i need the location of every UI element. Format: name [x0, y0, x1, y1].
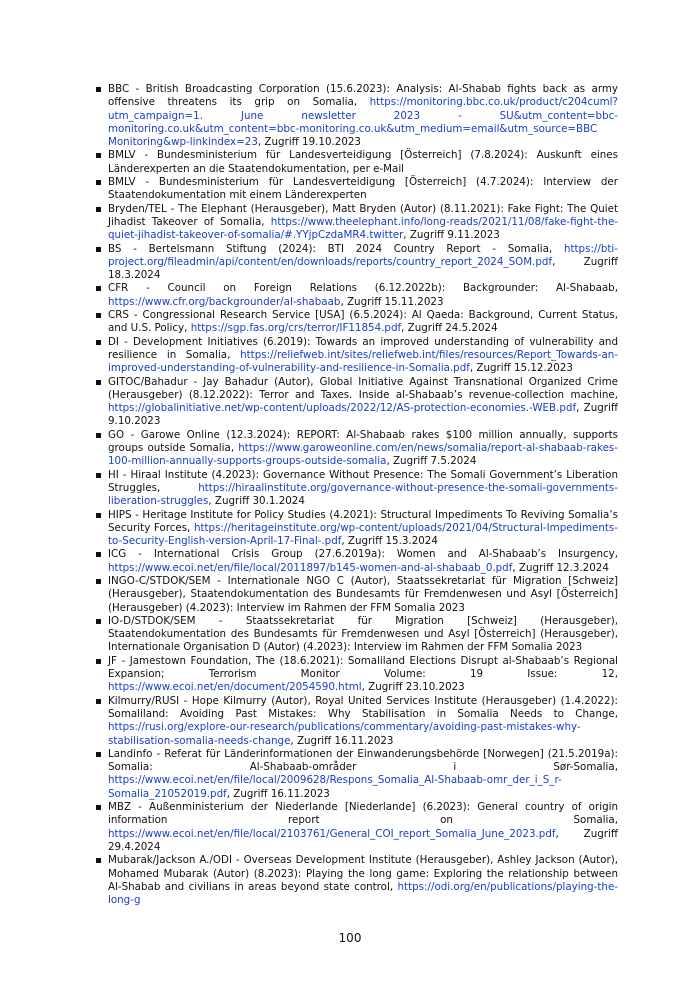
- reference-text: CRS - Congressional Research Service [USA] (6.5.2024): Al Qaeda: Background, Current Status, and U.S. Policy,: [108, 309, 618, 335]
- reference-link[interactable]: https://rusi.org/explore-our-research/publications/commentary/avoiding-past-mistakes-why-stabilisation-somalia-needs-change: [108, 721, 581, 747]
- reference-text: DI - Development Initiatives (6.2019): Towards an improved understanding of vulnerability and resilience in Somalia,: [108, 335, 618, 361]
- reference-item: [96, 509, 618, 549]
- reference-text: BBC - British Broadcasting Corporation (15.6.2023): Analysis: Al-Shabab fights back as army offensive threatens its grip on Somalia,: [108, 83, 618, 109]
- reference-text: CFR - Council on Foreign Relations (6.12.2022b): Backgrounder: Al-Shabaab,: [108, 282, 618, 295]
- reference-text: BMLV - Bundesministerium für Landesverteidigung [Österreich] (7.8.2024): Auskunft eines Länderexperten an die Staatendokumentation, per e-Mail: [108, 149, 618, 175]
- reference-access-date: , Zugriff 18.3.2024: [108, 255, 618, 282]
- square-bullet-icon: [96, 858, 101, 863]
- page-number: 100: [338, 931, 362, 945]
- reference-item: [96, 309, 618, 336]
- square-bullet-icon: [96, 699, 101, 704]
- reference-item: [96, 336, 618, 376]
- reference-access-date: , Zugriff 15.12.2023: [469, 362, 573, 375]
- reference-item: [96, 203, 618, 243]
- square-bullet-icon: [96, 752, 101, 757]
- square-bullet-icon: [96, 313, 101, 318]
- square-bullet-icon: [96, 87, 101, 92]
- reference-access-date: , Zugriff 16.11.2023: [226, 787, 330, 800]
- reference-item: [96, 83, 618, 149]
- reference-link[interactable]: https://monitoring.bbc.co.uk/product/c204cuml?utm_campaign=1. June newsletter 2023 - SU&utm_content=bbc-monitoring.co.uk&utm_content=bbc-monitoring.co.uk&utm_medium=email&utm_source=BBC Monitoring&wp-linkindex=23: [108, 96, 618, 149]
- reference-item: [96, 429, 618, 469]
- square-bullet-icon: [96, 579, 101, 584]
- reference-text: Kilmurry/RUSI - Hope Kilmurry (Autor), Royal United Services Institute (Herausgeber) (1.4.2022): Somaliland: Avoiding Past Mistakes: Why Stabilisation in Somalia Needs to Change,: [108, 694, 618, 720]
- square-bullet-icon: [96, 805, 101, 810]
- reference-link[interactable]: https://www.ecoi.net/en/file/local/2009628/Respons_Somalia_Al-Shabaab-omr_der_i_S_r-Somalia_21052019.pdf: [108, 774, 562, 800]
- reference-text: HI - Hiraal Institute (4.2023): Governance Without Presence: The Somali Government’s Liberation Struggles,: [108, 468, 618, 494]
- square-bullet-icon: [96, 513, 101, 518]
- square-bullet-icon: [96, 153, 101, 158]
- square-bullet-icon: [96, 659, 101, 664]
- reference-text: Landinfo - Referat für Länderinformationen der Einwanderungsbehörde [Norwegen] (21.5.2019a): Somalia: Al-Shabaab-områder i Sør-Somalia,: [108, 747, 618, 774]
- reference-access-date: , Zugriff 12.3.2024: [512, 561, 609, 574]
- reference-link[interactable]: https://www.cfr.org/backgrounder/al-shabaab: [108, 295, 341, 308]
- square-bullet-icon: [96, 340, 101, 345]
- square-bullet-icon: [96, 286, 101, 291]
- reference-item: [96, 748, 618, 801]
- reference-access-date: , Zugriff 15.11.2023: [340, 295, 444, 308]
- reference-item: [96, 149, 618, 176]
- reference-access-date: , Zugriff 30.1.2024: [208, 495, 305, 508]
- reference-access-date: , Zugriff 9.11.2023: [403, 229, 500, 242]
- square-bullet-icon: [96, 473, 101, 478]
- reference-item: [96, 854, 618, 907]
- square-bullet-icon: [96, 380, 101, 385]
- reference-link[interactable]: https://globalinitiative.net/wp-content/uploads/2022/12/AS-protection-economies.-WEB.pdf: [108, 402, 577, 415]
- reference-text: INGO-C/STDOK/SEM - Internationale NGO C (Autor), Staatssekretariat für Migration [Schweiz] (Herausgeber), Staatendokumentation des Bundesamts für Fremdenwesen und Asyl [Österreich] (Herausgeber) (4.2023): Interview im Rahmen der FFM Somalia 2023: [108, 574, 618, 614]
- reference-text: Mubarak/Jackson A./ODI - Overseas Development Institute (Herausgeber), Ashley Jackson (Autor), Mohamed Mubarak (Autor) (8.2023): Playing the long game: Exploring the relationship between Al-Shabab and civilians in areas beyond state control,: [108, 854, 618, 893]
- reference-item: [96, 469, 618, 509]
- reference-text: IO-D/STDOK/SEM - Staatssekretariat für Migration [Schweiz] (Herausgeber), Staatendokumentation des Bundesamts für Fremdenwesen und Asyl [Österreich] (Herausgeber), Internationale Organisation D (Autor) (4.2023): Interview im Rahmen der FFM Somalia 2023: [108, 614, 618, 654]
- reference-access-date: , Zugriff 7.5.2024: [386, 455, 477, 468]
- reference-text: Bryden/TEL - The Elephant (Herausgeber), Matt Bryden (Autor) (8.11.2021): Fake Fight: The Quiet Jihadist Takeover of Somalia,: [108, 202, 618, 228]
- reference-link[interactable]: https://www.ecoi.net/en/file/local/2103761/General_COI_report_Somalia_June_2023.pdf: [108, 827, 556, 840]
- reference-item: [96, 243, 618, 283]
- square-bullet-icon: [96, 552, 101, 557]
- reference-text: GITOC/Bahadur - Jay Bahadur (Autor), Global Initiative Against Transnational Organized Crime (Herausgeber) (8.12.2022): Terror and Taxes. Inside al-Shabaab’s revenue-collection machine,: [108, 375, 618, 401]
- reference-link[interactable]: https://bti-project.org/fileadmin/api/content/en/downloads/reports/country_report_2024_SOM.pdf: [108, 242, 618, 268]
- square-bullet-icon: [96, 247, 101, 252]
- reference-item: [96, 615, 618, 655]
- reference-text: BS - Bertelsmann Stiftung (2024): BTI 2024 Country Report - Somalia,: [108, 242, 564, 255]
- reference-text: ICG - International Crisis Group (27.6.2019a): Women and Al-Shabaab’s Insurgency,: [108, 548, 618, 561]
- reference-access-date: , Zugriff 9.10.2023: [108, 402, 618, 428]
- square-bullet-icon: [96, 180, 101, 185]
- reference-access-date: , Zugriff 23.10.2023: [361, 681, 465, 694]
- square-bullet-icon: [96, 207, 101, 212]
- reference-item: [96, 801, 618, 854]
- reference-link[interactable]: https://hiraalinstitute.org/governance-without-presence-the-somali-governments-liberation-struggles: [108, 481, 618, 508]
- reference-link[interactable]: https://www.ecoi.net/en/document/2054590.html: [108, 681, 362, 694]
- reference-item: [96, 575, 618, 615]
- reference-text: HIPS - Heritage Institute for Policy Studies (4.2021): Structural Impediments To Reviving Somalia’s Security Forces,: [108, 508, 618, 534]
- reference-text: JF - Jamestown Foundation, The (18.6.2021): Somaliland Elections Disrupt al-Shabaab’s Regional Expansion; Terrorism Monitor Volume: 19 Issue: 12,: [108, 654, 618, 681]
- reference-link[interactable]: https://odi.org/en/publications/playing-the-long-g: [108, 880, 618, 907]
- reference-link[interactable]: https://www.garoweonline.com/en/news/somalia/report-al-shabaab-rakes-100-million-annually-supports-groups-outside-somalia: [108, 442, 618, 468]
- reference-list: [96, 83, 618, 907]
- reference-text: MBZ - Außenministerium der Niederlande [Niederlande] (6.2023): General country of origin information report on Somalia,: [108, 801, 618, 827]
- reference-item: [96, 548, 618, 575]
- square-bullet-icon: [96, 619, 101, 624]
- reference-item: [96, 176, 618, 203]
- reference-access-date: , Zugriff 15.3.2024: [341, 535, 438, 548]
- reference-text: BMLV - Bundesministerium für Landesverteidigung [Österreich] (4.7.2024): Interview der Staatendokumentation mit einem Länderexperten: [108, 176, 618, 202]
- reference-link[interactable]: https://www.theelephant.info/long-reads/2021/11/08/fake-fight-the-quiet-jihadist-takeover-of-somalia/#.YYjpCzdaMR4.twitter: [108, 215, 618, 242]
- reference-access-date: , Zugriff 29.4.2024: [108, 827, 618, 853]
- reference-access-date: , Zugriff 19.10.2023: [257, 136, 361, 149]
- reference-item: [96, 376, 618, 429]
- reference-access-date: , Zugriff 24.5.2024: [401, 322, 498, 335]
- reference-link[interactable]: https://reliefweb.int/sites/reliefweb.int/files/resources/Report_Towards-an-improved-understanding-of-vulnerability-and-resilience-in-Somalia.pdf: [108, 348, 618, 375]
- square-bullet-icon: [96, 433, 101, 438]
- reference-item: [96, 695, 618, 748]
- reference-item: [96, 282, 618, 309]
- reference-text: GO - Garowe Online (12.3.2024): REPORT: Al-Shabaab rakes $100 million annually, supports groups outside Somalia,: [108, 428, 618, 455]
- reference-access-date: , Zugriff 16.11.2023: [290, 734, 394, 747]
- reference-link[interactable]: https://heritageinstitute.org/wp-content/uploads/2021/04/Structural-Impediments-to-Security-English-version-April-17-Final-.pdf: [108, 521, 618, 548]
- reference-link[interactable]: https://www.ecoi.net/en/file/local/2011897/b145-women-and-al-shabaab_0.pdf: [108, 561, 513, 574]
- reference-link[interactable]: https://sgp.fas.org/crs/terror/IF11854.pdf: [190, 322, 402, 335]
- reference-item: [96, 655, 618, 695]
